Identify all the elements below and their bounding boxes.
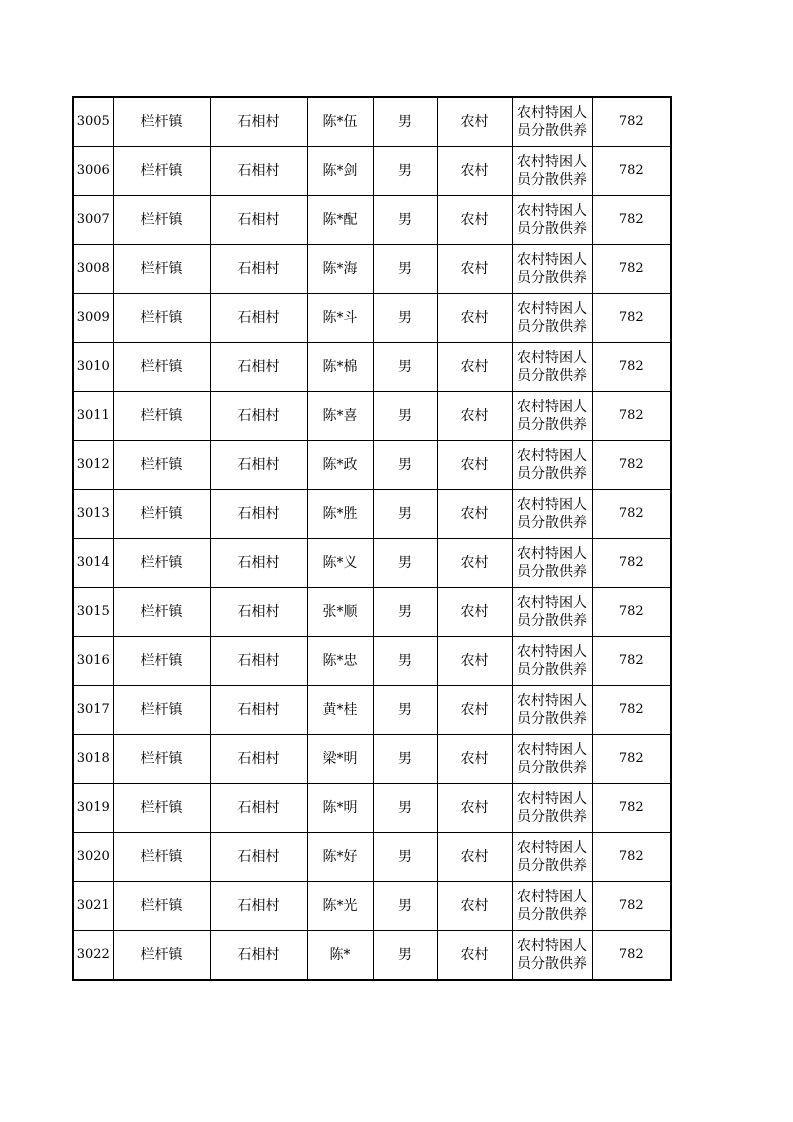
table-row [73,784,671,833]
cell-name: 张*顺 [307,588,373,637]
cell-serial-number: 3021 [73,882,113,931]
cell-village: 石相村 [210,196,307,245]
cell-assistance-category: 农村特困人员分散供养 [512,147,592,196]
cell-town: 栏杆镇 [113,588,210,637]
cell-amount: 782 [592,931,671,981]
cell-assistance-category: 农村特困人员分散供养 [512,441,592,490]
cell-town: 栏杆镇 [113,97,210,147]
table-row [73,196,671,245]
cell-gender: 男 [373,147,437,196]
cell-town: 栏杆镇 [113,392,210,441]
cell-name: 陈*政 [307,441,373,490]
cell-residence-type: 农村 [437,343,512,392]
cell-gender: 男 [373,196,437,245]
cell-town: 栏杆镇 [113,784,210,833]
cell-gender: 男 [373,97,437,147]
cell-village: 石相村 [210,588,307,637]
cell-town: 栏杆镇 [113,637,210,686]
cell-gender: 男 [373,343,437,392]
assistance-roster-table [72,96,672,981]
cell-village: 石相村 [210,343,307,392]
cell-serial-number: 3007 [73,196,113,245]
cell-assistance-category: 农村特困人员分散供养 [512,833,592,882]
cell-residence-type: 农村 [437,784,512,833]
table-row [73,931,671,981]
cell-gender: 男 [373,539,437,588]
cell-assistance-category: 农村特困人员分散供养 [512,735,592,784]
cell-gender: 男 [373,392,437,441]
cell-gender: 男 [373,588,437,637]
cell-name: 陈* [307,931,373,981]
cell-serial-number: 3022 [73,931,113,981]
cell-village: 石相村 [210,833,307,882]
cell-name: 陈*胜 [307,490,373,539]
cell-gender: 男 [373,686,437,735]
cell-serial-number: 3005 [73,97,113,147]
cell-residence-type: 农村 [437,97,512,147]
cell-town: 栏杆镇 [113,343,210,392]
cell-assistance-category: 农村特困人员分散供养 [512,97,592,147]
cell-serial-number: 3017 [73,686,113,735]
cell-gender: 男 [373,441,437,490]
cell-serial-number: 3012 [73,441,113,490]
cell-residence-type: 农村 [437,392,512,441]
table-row [73,343,671,392]
cell-amount: 782 [592,441,671,490]
cell-serial-number: 3010 [73,343,113,392]
table-row [73,441,671,490]
cell-village: 石相村 [210,441,307,490]
cell-residence-type: 农村 [437,833,512,882]
cell-village: 石相村 [210,637,307,686]
cell-amount: 782 [592,196,671,245]
table-row [73,637,671,686]
cell-residence-type: 农村 [437,637,512,686]
cell-residence-type: 农村 [437,245,512,294]
table-body [73,97,671,980]
cell-amount: 782 [592,735,671,784]
cell-village: 石相村 [210,784,307,833]
cell-gender: 男 [373,294,437,343]
cell-name: 陈*忠 [307,637,373,686]
cell-amount: 782 [592,147,671,196]
table-row [73,97,671,147]
cell-town: 栏杆镇 [113,196,210,245]
table-row [73,294,671,343]
cell-gender: 男 [373,833,437,882]
cell-name: 陈*配 [307,196,373,245]
cell-assistance-category: 农村特困人员分散供养 [512,588,592,637]
cell-village: 石相村 [210,882,307,931]
cell-village: 石相村 [210,245,307,294]
cell-serial-number: 3006 [73,147,113,196]
cell-serial-number: 3019 [73,784,113,833]
cell-residence-type: 农村 [437,490,512,539]
cell-village: 石相村 [210,686,307,735]
cell-village: 石相村 [210,735,307,784]
cell-serial-number: 3009 [73,294,113,343]
cell-town: 栏杆镇 [113,882,210,931]
cell-gender: 男 [373,784,437,833]
cell-name: 陈*光 [307,882,373,931]
cell-village: 石相村 [210,147,307,196]
cell-village: 石相村 [210,539,307,588]
table-row [73,392,671,441]
cell-amount: 782 [592,343,671,392]
table-row [73,686,671,735]
cell-amount: 782 [592,784,671,833]
cell-town: 栏杆镇 [113,490,210,539]
cell-name: 黄*桂 [307,686,373,735]
cell-town: 栏杆镇 [113,539,210,588]
cell-serial-number: 3016 [73,637,113,686]
cell-name: 陈*明 [307,784,373,833]
cell-amount: 782 [592,539,671,588]
cell-town: 栏杆镇 [113,833,210,882]
cell-assistance-category: 农村特困人员分散供养 [512,931,592,981]
cell-village: 石相村 [210,392,307,441]
cell-name: 陈*喜 [307,392,373,441]
cell-residence-type: 农村 [437,196,512,245]
cell-residence-type: 农村 [437,294,512,343]
cell-serial-number: 3011 [73,392,113,441]
cell-gender: 男 [373,245,437,294]
cell-serial-number: 3014 [73,539,113,588]
cell-town: 栏杆镇 [113,245,210,294]
cell-residence-type: 农村 [437,882,512,931]
cell-town: 栏杆镇 [113,147,210,196]
cell-residence-type: 农村 [437,539,512,588]
cell-amount: 782 [592,97,671,147]
cell-assistance-category: 农村特困人员分散供养 [512,294,592,343]
cell-amount: 782 [592,245,671,294]
cell-name: 陈*海 [307,245,373,294]
table-row [73,833,671,882]
cell-assistance-category: 农村特困人员分散供养 [512,784,592,833]
cell-serial-number: 3008 [73,245,113,294]
cell-assistance-category: 农村特困人员分散供养 [512,196,592,245]
cell-name: 陈*棉 [307,343,373,392]
table-row [73,735,671,784]
cell-assistance-category: 农村特困人员分散供养 [512,392,592,441]
cell-gender: 男 [373,735,437,784]
table-row [73,588,671,637]
cell-village: 石相村 [210,294,307,343]
cell-residence-type: 农村 [437,441,512,490]
cell-serial-number: 3018 [73,735,113,784]
table-row [73,539,671,588]
cell-assistance-category: 农村特困人员分散供养 [512,539,592,588]
cell-gender: 男 [373,931,437,981]
cell-village: 石相村 [210,97,307,147]
cell-serial-number: 3020 [73,833,113,882]
cell-assistance-category: 农村特困人员分散供养 [512,882,592,931]
cell-gender: 男 [373,637,437,686]
cell-town: 栏杆镇 [113,294,210,343]
cell-name: 陈*斗 [307,294,373,343]
cell-town: 栏杆镇 [113,686,210,735]
cell-amount: 782 [592,490,671,539]
cell-name: 陈*义 [307,539,373,588]
cell-residence-type: 农村 [437,686,512,735]
cell-amount: 782 [592,588,671,637]
cell-amount: 782 [592,882,671,931]
cell-name: 陈*伍 [307,97,373,147]
cell-assistance-category: 农村特困人员分散供养 [512,343,592,392]
cell-town: 栏杆镇 [113,931,210,981]
cell-amount: 782 [592,833,671,882]
cell-amount: 782 [592,637,671,686]
cell-assistance-category: 农村特困人员分散供养 [512,637,592,686]
table-row [73,147,671,196]
cell-residence-type: 农村 [437,588,512,637]
table-row [73,490,671,539]
cell-village: 石相村 [210,931,307,981]
table-row [73,245,671,294]
cell-residence-type: 农村 [437,931,512,981]
cell-town: 栏杆镇 [113,735,210,784]
cell-serial-number: 3015 [73,588,113,637]
cell-residence-type: 农村 [437,147,512,196]
cell-name: 梁*明 [307,735,373,784]
cell-assistance-category: 农村特困人员分散供养 [512,245,592,294]
cell-town: 栏杆镇 [113,441,210,490]
cell-village: 石相村 [210,490,307,539]
cell-gender: 男 [373,882,437,931]
cell-amount: 782 [592,686,671,735]
cell-name: 陈*剑 [307,147,373,196]
table-row [73,882,671,931]
cell-assistance-category: 农村特困人员分散供养 [512,686,592,735]
cell-serial-number: 3013 [73,490,113,539]
cell-amount: 782 [592,392,671,441]
cell-residence-type: 农村 [437,735,512,784]
cell-assistance-category: 农村特困人员分散供养 [512,490,592,539]
cell-name: 陈*好 [307,833,373,882]
cell-amount: 782 [592,294,671,343]
cell-gender: 男 [373,490,437,539]
